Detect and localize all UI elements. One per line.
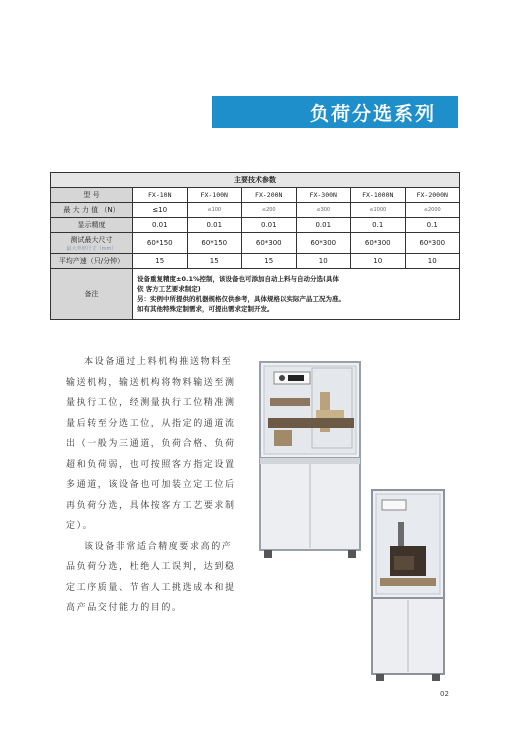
machine-photo-side bbox=[368, 486, 448, 682]
value-cell: ≤2000 bbox=[405, 203, 460, 218]
value-cell: ≤300 bbox=[296, 203, 351, 218]
value-cell: 0.1 bbox=[351, 218, 406, 233]
row-label: 平均产速（只/分钟） bbox=[51, 254, 133, 269]
value-cell: 60*300 bbox=[351, 233, 406, 254]
value-cell: 0.01 bbox=[187, 218, 242, 233]
note-line: 依 客方工艺要求制定) bbox=[137, 285, 201, 293]
note-line: 如有其他特殊定制需求，可提出需求定制开发。 bbox=[137, 305, 274, 313]
note-line: 设备重复精度±0.1%控制，该设备也可添加自动上料与自动分选(具体 bbox=[137, 275, 339, 283]
row-label bbox=[51, 233, 133, 254]
value-cell: ≤10 bbox=[133, 203, 188, 218]
value-cell: 15 bbox=[133, 254, 188, 269]
value-cell: ≤1000 bbox=[351, 203, 406, 218]
note-line: 另：实例中所提供的机器规格仅供参考，具体规格以实际产品工况为准。 bbox=[137, 295, 345, 303]
value-cell: 60*150 bbox=[187, 233, 242, 254]
row-sublabel: 最大外形尺寸（mm） bbox=[66, 245, 117, 252]
description-text bbox=[66, 352, 242, 619]
model-cell: FX-100N bbox=[187, 188, 242, 203]
row-label: 最 大 力 值 （N） bbox=[51, 203, 133, 218]
row-label-main: 测试最大尺寸 bbox=[70, 235, 113, 244]
value-cell: 60*300 bbox=[242, 233, 297, 254]
value-cell: 15 bbox=[242, 254, 297, 269]
model-cell: FX-1000N bbox=[351, 188, 406, 203]
series-title: 负荷分选系列 bbox=[309, 102, 436, 125]
value-cell: 15 bbox=[187, 254, 242, 269]
value-cell: 10 bbox=[351, 254, 406, 269]
value-cell: 60*150 bbox=[133, 233, 188, 254]
model-cell: FX-200N bbox=[242, 188, 297, 203]
spec-table bbox=[50, 172, 460, 320]
model-cell: FX-2000N bbox=[405, 188, 460, 203]
value-cell: 10 bbox=[296, 254, 351, 269]
value-cell: ≤100 bbox=[187, 203, 242, 218]
model-label: 型 号 bbox=[51, 188, 133, 203]
value-cell: 0.01 bbox=[242, 218, 297, 233]
value-cell: 0.01 bbox=[133, 218, 188, 233]
model-cell: FX-10N bbox=[133, 188, 188, 203]
note-text bbox=[133, 269, 460, 320]
value-cell: 10 bbox=[405, 254, 460, 269]
series-title-banner bbox=[212, 96, 458, 128]
model-cell: FX-300N bbox=[296, 188, 351, 203]
row-label: 显示精度 bbox=[51, 218, 133, 233]
value-cell: 0.01 bbox=[296, 218, 351, 233]
page-number: 02 bbox=[440, 690, 449, 698]
description-paragraph: 该设备非常适合精度要求高的产品负荷分选，杜绝人工误判，达到稳定工序质量、节省人工挑选成本和提高产品交付能力的目的。 bbox=[66, 541, 236, 613]
value-cell: 60*300 bbox=[296, 233, 351, 254]
description-paragraph: 本设备通过上料机构推送物料至输送机构，输送机构将物料输送至测量执行工位，经测量执行工位精准测量后转至分选工位，从指定的通道流出（一般为三通道，负荷合格、负荷超和负荷弱，也可按照客方指定设置多通道，该设备也可加装立定工位后再负荷分选，具体按客方工艺要求制定）。 bbox=[66, 357, 236, 531]
table-caption: 主要技术参数 bbox=[51, 173, 460, 188]
value-cell: ≤200 bbox=[242, 203, 297, 218]
value-cell: 0.1 bbox=[405, 218, 460, 233]
note-label: 备注 bbox=[51, 269, 133, 320]
value-cell: 60*300 bbox=[405, 233, 460, 254]
machine-photo-front bbox=[254, 358, 366, 560]
